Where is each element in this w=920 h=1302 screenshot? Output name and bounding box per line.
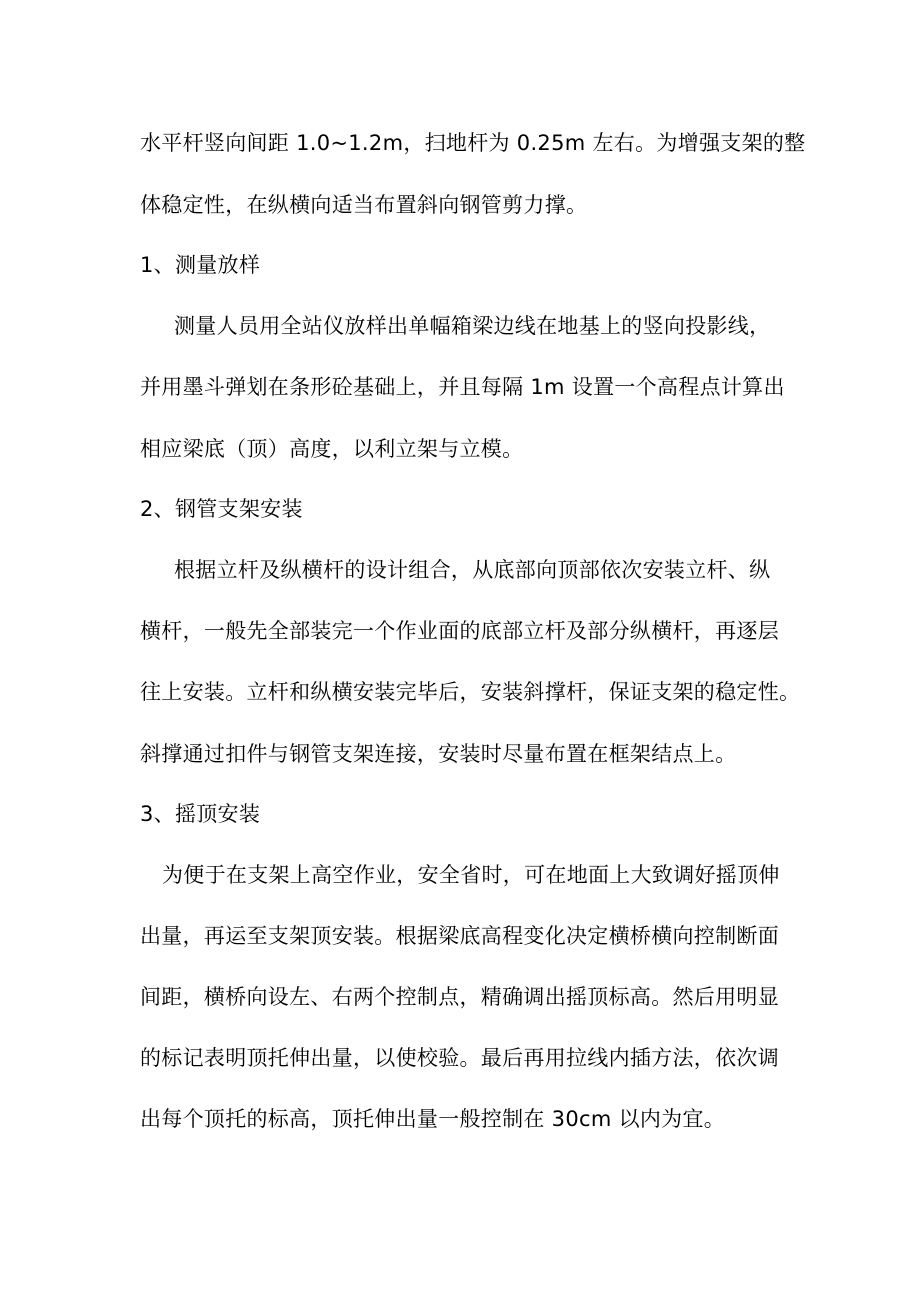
paragraph-line: 根据立杆及纵横杆的设计组合，从底部向顶部依次安装立杆、纵: [174, 558, 771, 582]
paragraph-line: 为便于在支架上高空作业，安全省时，可在地面上大致调好摇顶伸: [162, 863, 780, 887]
paragraph-line: 相应梁底（顶）高度，以利立架与立模。: [140, 437, 524, 461]
paragraph-line: 间距，横桥向设左、右两个控制点，精确调出摇顶标高。然后用明显: [140, 985, 779, 1009]
paragraph-line: 出每个顶托的标高，顶托伸出量一般控制在 30cm 以内为宜。: [140, 1107, 726, 1131]
section-heading: 3、摇顶安装: [140, 802, 261, 826]
paragraph-line: 水平杆竖向间距 1.0~1.2m，扫地杆为 0.25m 左右。为增强支架的整: [140, 131, 806, 155]
paragraph-line: 横杆，一般先全部装完一个作业面的底部立杆及部分纵横杆，再逐层: [140, 619, 779, 643]
paragraph-line: 出量，再运至支架顶安装。根据梁底高程变化决定横桥横向控制断面: [140, 924, 779, 948]
paragraph-line: 并用墨斗弹划在条形砼基础上，并且每隔 1m 设置一个高程点计算出: [140, 375, 785, 399]
paragraph-line: 往上安装。立杆和纵横安装完毕后，安装斜撑杆，保证支架的稳定性。: [140, 680, 801, 704]
section-heading: 1、测量放样: [140, 253, 261, 277]
paragraph-line: 的标记表明顶托伸出量，以使校验。最后再用拉线内插方法，依次调: [140, 1046, 779, 1070]
section-heading: 2、钢管支架安装: [140, 497, 303, 521]
paragraph-line: 体稳定性，在纵横向适当布置斜向钢管剪力撑。: [140, 193, 588, 217]
paragraph-line: 测量人员用全站仪放样出单幅箱梁边线在地基上的竖向投影线，: [174, 314, 771, 338]
paragraph-line: 斜撑通过扣件与钢管支架连接，安装时尽量布置在框架结点上。: [140, 742, 737, 766]
